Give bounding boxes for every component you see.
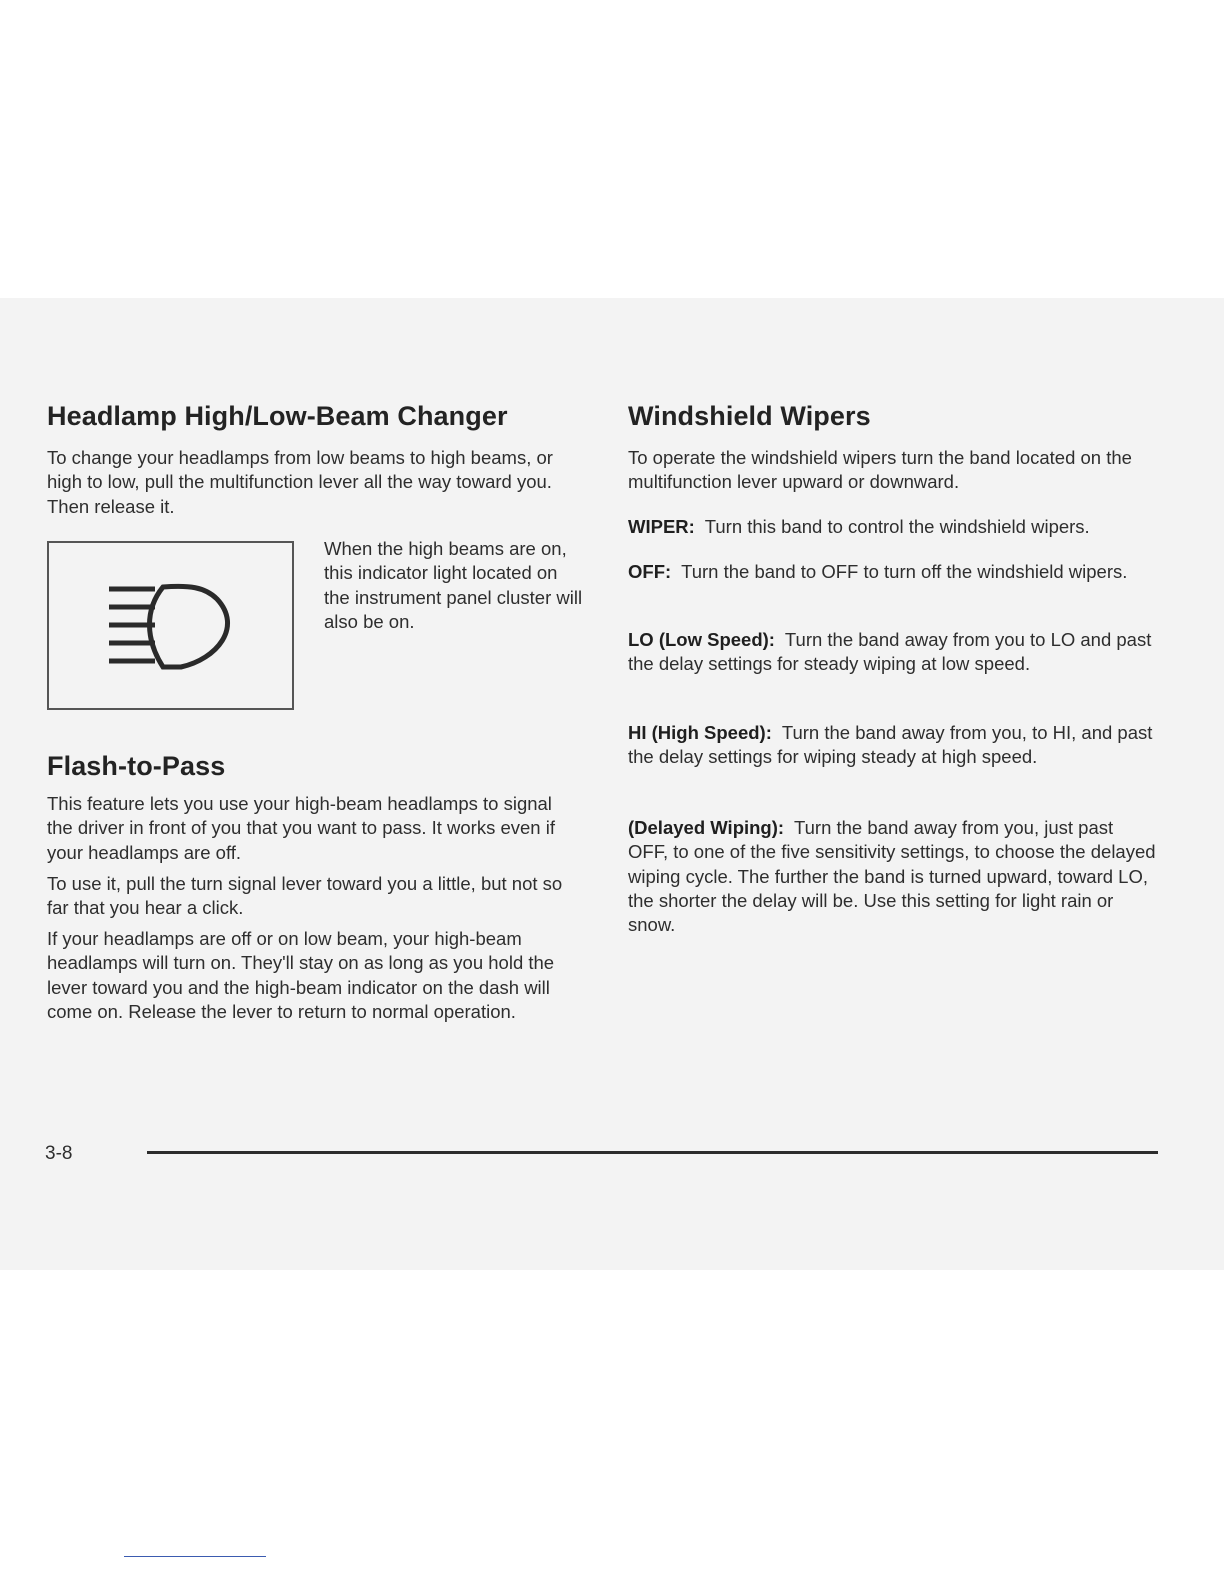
footer-rule bbox=[147, 1151, 1158, 1154]
wiper-setting-item bbox=[628, 816, 1158, 937]
setting-term: LO (Low Speed): bbox=[628, 629, 775, 650]
high-beam-indicator-icon bbox=[105, 579, 235, 679]
page-number: 3-8 bbox=[45, 1143, 73, 1164]
setting-text: Turn this band to control the windshield wipers. bbox=[704, 516, 1090, 537]
right-column bbox=[628, 398, 1178, 936]
flash-paragraph-3: If your headlamps are off or on low beam, your high-beam headlamps will turn on. They'll stay on as long as you hold the lever toward you and the high-beam indicator on the dash will come on. Release the lever to return to normal operation. bbox=[47, 928, 555, 1022]
headlamp-intro-text: To change your headlamps from low beams to high beams, or high to low, pull the multifunction lever all the way toward you. Then release it. bbox=[47, 447, 553, 517]
setting-text: Turn the band to OFF to turn off the windshield wipers. bbox=[681, 561, 1128, 582]
flash-to-pass-title: Flash-to-Pass bbox=[47, 751, 226, 781]
setting-text: Turn the band away from you, to HI, and past the delay settings for wiping steady at high speed. bbox=[628, 722, 1153, 768]
setting-term: WIPER: bbox=[628, 516, 695, 537]
flash-paragraph-1: This feature lets you use your high-beam headlamps to signal the driver in front of you that you want to pass. It works even if your headlamps are off. bbox=[47, 793, 555, 863]
bottom-link-underline bbox=[124, 1556, 266, 1557]
setting-term: (Delayed Wiping): bbox=[628, 817, 785, 838]
wiper-setting-item bbox=[628, 721, 1163, 770]
flash-paragraph-2: To use it, pull the turn signal lever toward you a little, but not so far that you hear a click. bbox=[47, 873, 563, 919]
wipers-intro-text: To operate the windshield wipers turn the band located on the multifunction lever upward or downward. bbox=[628, 447, 1132, 493]
setting-term: HI (High Speed): bbox=[628, 722, 772, 743]
setting-text: Turn the band away from you, just past OFF, to one of the five sensitivity settings, to choose the delayed wiping cycle. The further the band is turned upward, toward LO, the shorter the delay will be. Use this setting for light rain or snow. bbox=[628, 817, 1156, 936]
wiper-setting-item bbox=[628, 560, 1148, 584]
indicator-figure bbox=[47, 541, 294, 710]
setting-term: OFF: bbox=[628, 561, 672, 582]
headlamp-section-title: Headlamp High/Low-Beam Changer bbox=[47, 401, 508, 431]
setting-text: Turn the band away from you to LO and past the delay settings for steady wiping at low speed. bbox=[628, 629, 1152, 675]
wiper-setting-item bbox=[628, 515, 1178, 539]
wiper-setting-item bbox=[628, 628, 1158, 677]
wipers-section-title: Windshield Wipers bbox=[628, 401, 871, 431]
left-column bbox=[47, 398, 583, 1022]
indicator-description: When the high beams are on, this indicator light located on the instrument panel cluster will also be on. bbox=[324, 538, 583, 632]
page-background-band bbox=[0, 298, 1224, 1270]
